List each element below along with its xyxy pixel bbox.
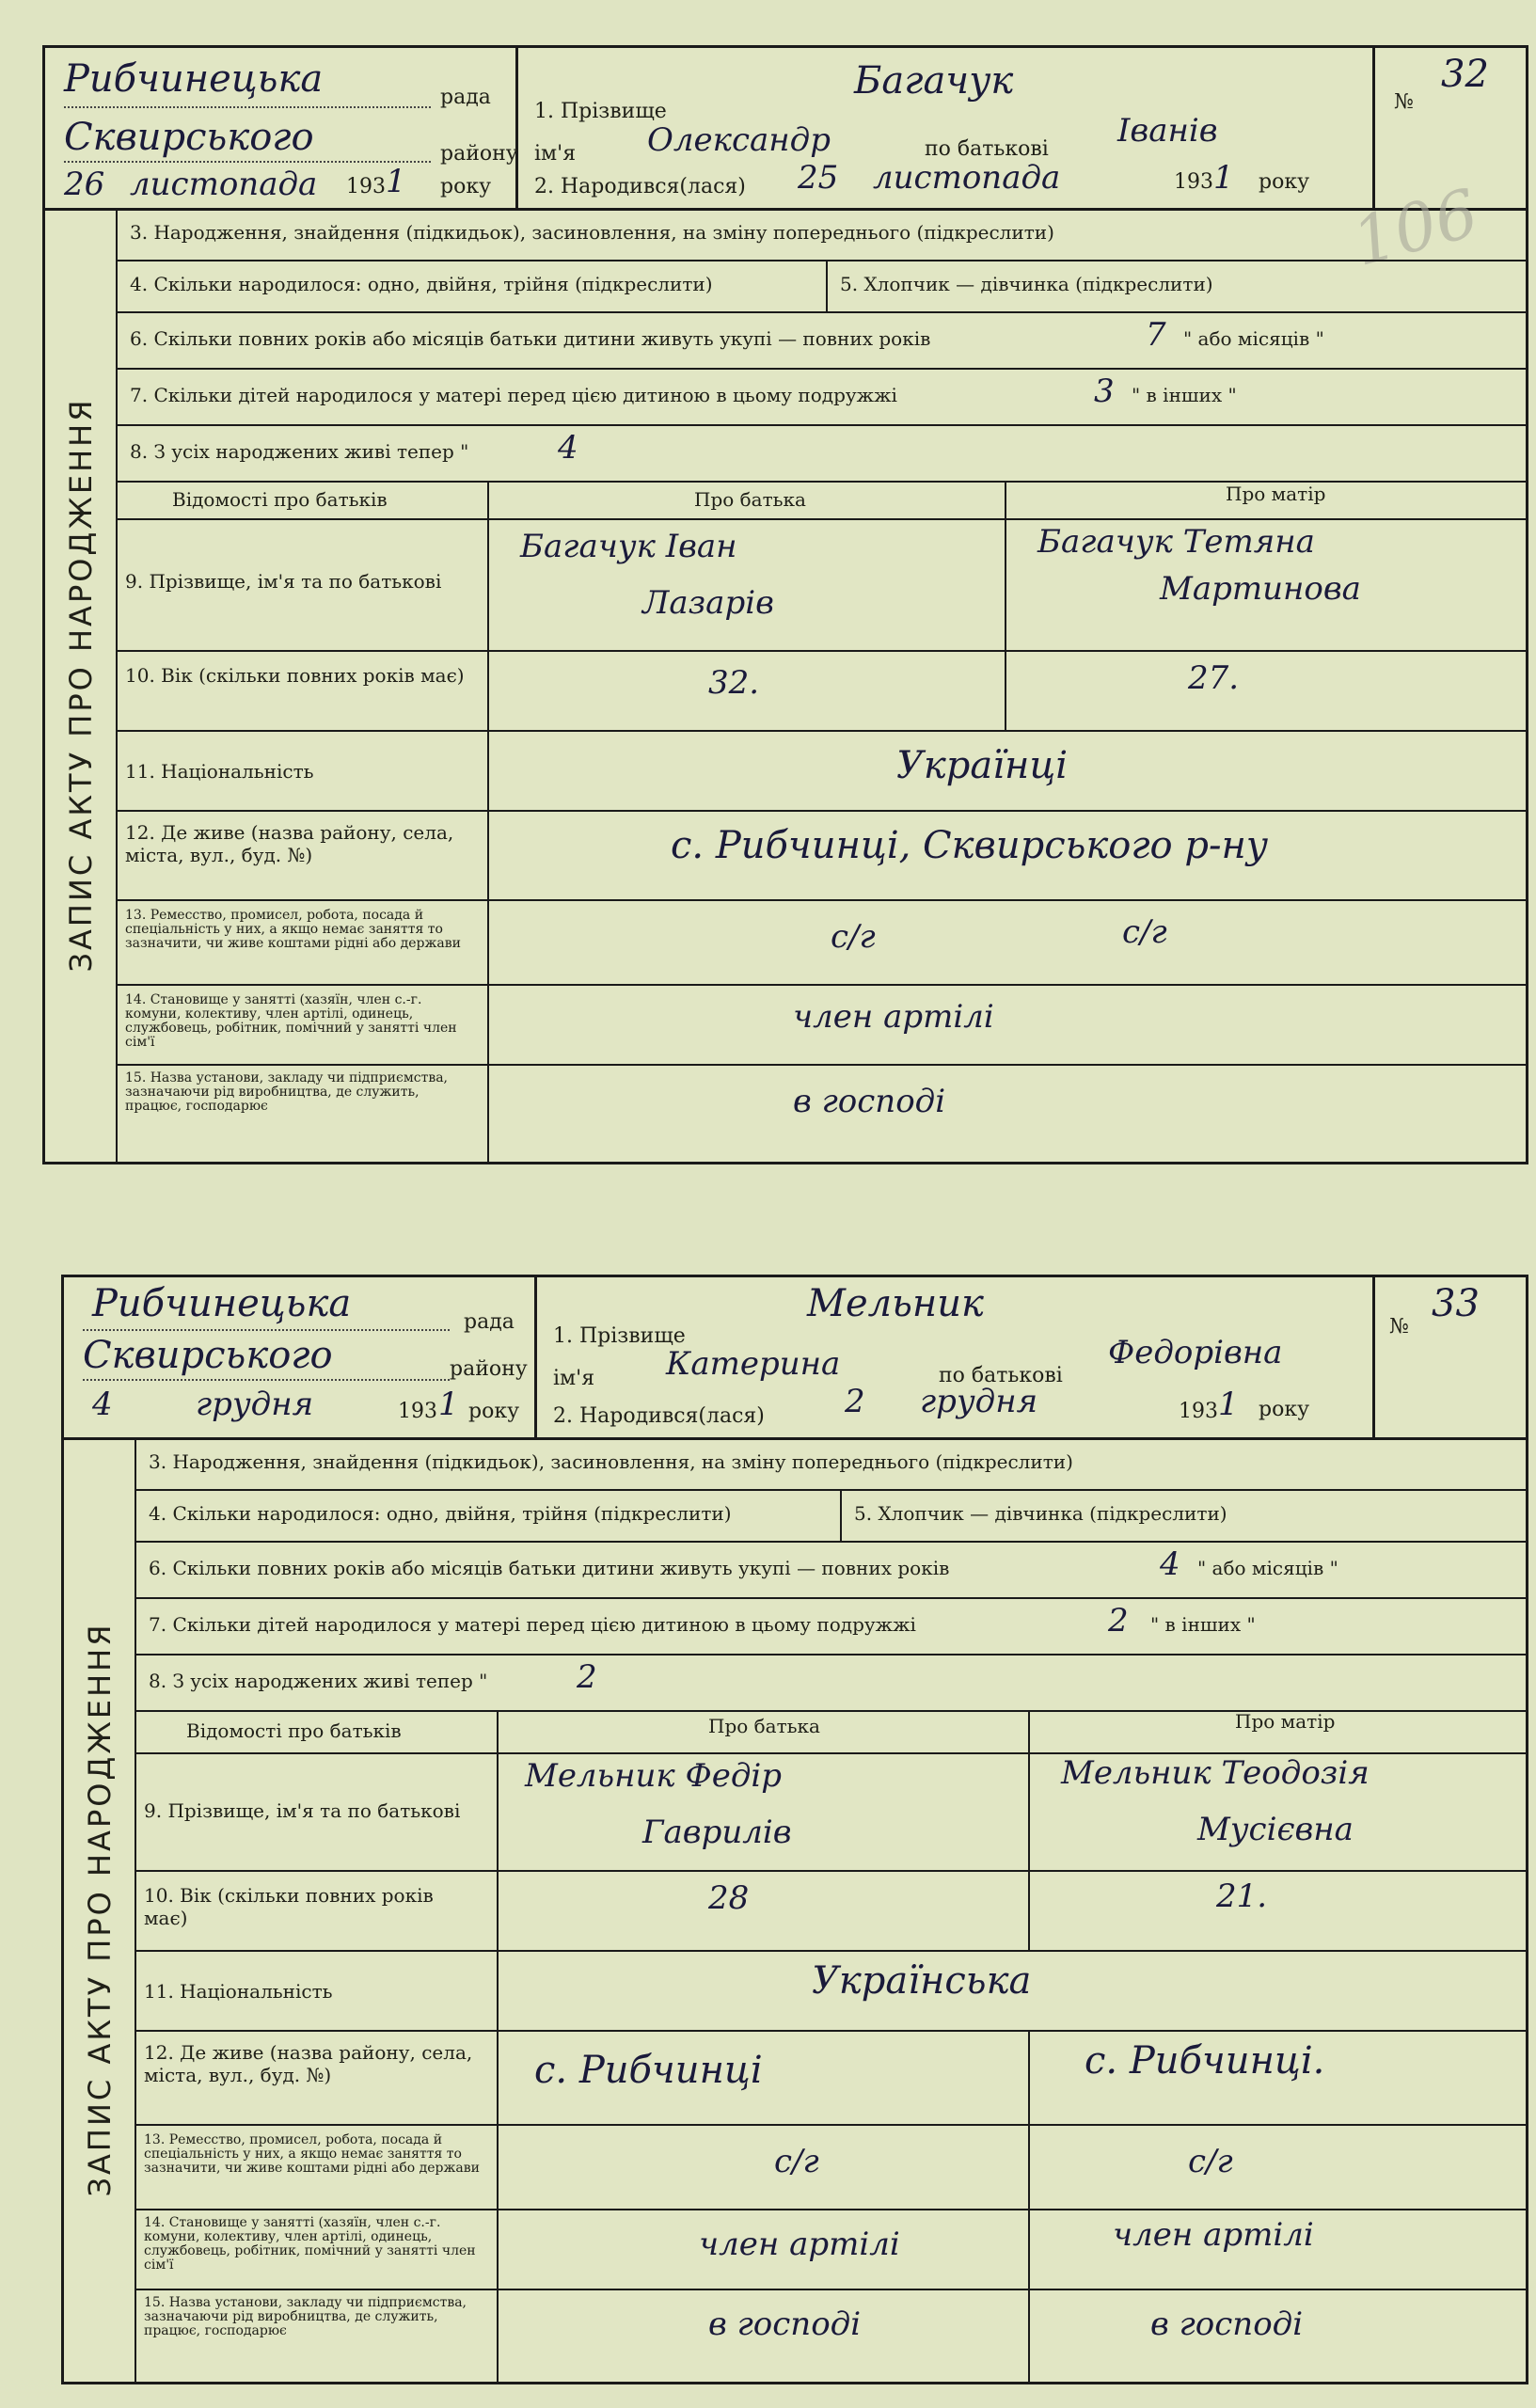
father-age: 32. (708, 664, 760, 702)
birth-record-33 (61, 1275, 1528, 2384)
q5-label: 5. Хлопчик — дівчинка (підкреслити) (854, 1502, 1227, 1525)
q4-q5-row (116, 260, 1526, 313)
registration-block (64, 1277, 537, 1437)
district-label: району (450, 1357, 528, 1381)
mother-name-line1: Мельник Теодозія (1061, 1754, 1370, 1792)
reg-year-suffix: року (468, 1400, 520, 1423)
mother-name-line2: Мартинова (1160, 570, 1361, 608)
q15-row (135, 2289, 1526, 2383)
q13-row (116, 899, 1526, 986)
born-year-prefix: 193 (1179, 1400, 1218, 1423)
father-header: Про батька (708, 1715, 820, 1737)
mother-header: Про матір (1235, 1710, 1336, 1733)
patronymic-label: по батькові (939, 1364, 1063, 1387)
q4-label: 4. Скільки народилося: одно, двійня, трійня (підкреслити) (149, 1502, 732, 1525)
council-value: Рибчинецька (64, 57, 324, 101)
reg-year-prefix: 193 (346, 175, 386, 198)
q7-row (116, 368, 1526, 426)
father-age: 28 (708, 1879, 750, 1917)
record-number-box (1372, 1277, 1526, 1437)
q10-label: 10. Вік (скільки повних років має) (125, 664, 465, 687)
mother-residence: с. Рибчинці. (1085, 2039, 1325, 2083)
q7-suffix: " в інших " (1132, 384, 1237, 406)
patronymic-value: Федорівна (1108, 1334, 1283, 1371)
q5-label: 5. Хлопчик — дівчинка (підкреслити) (840, 273, 1213, 295)
father-name-line1: Багачук Іван (520, 528, 737, 565)
mother-occupation: с/г (1188, 2143, 1233, 2180)
q4-q5-row (135, 1489, 1526, 1543)
nationality-value: Українці (896, 744, 1069, 787)
q4-label: 4. Скільки народилося: одно, двійня, трійня (підкреслити) (130, 273, 713, 295)
residence-value: с. Рибчинці, Сквирського р-ну (671, 824, 1269, 867)
q6-suffix: " або місяців " (1197, 1557, 1338, 1579)
q7-value: 2 (1108, 1602, 1129, 1640)
father-name-line1: Мельник Федір (525, 1757, 783, 1795)
mother-age: 27. (1188, 659, 1240, 697)
parents-header: Відомості про батьків (186, 1719, 402, 1742)
nationality-value: Українська (812, 1959, 1032, 2003)
father-header: Про батька (694, 488, 806, 511)
father-residence: с. Рибчинці (534, 2049, 763, 2092)
birth-record-32 (42, 45, 1528, 1164)
name-value: Олександр (647, 121, 831, 159)
q6-label: 6. Скільки повних років або місяців батьки дитини живуть укупі — повних років (149, 1557, 950, 1579)
q15-row (116, 1064, 1526, 1162)
mother-occupation: с/г (1122, 913, 1167, 951)
q11-row (116, 730, 1526, 812)
q11-label: 11. Національність (144, 1980, 333, 2003)
born-month: листопада (873, 159, 1061, 197)
record-number: 33 (1432, 1282, 1480, 1325)
q12-label: 12. Де живе (назва району, села, міста, вул., буд. №) (125, 821, 454, 866)
number-label: № (1389, 1315, 1409, 1339)
q10-label: 10. Вік (скільки повних років має) (144, 1884, 434, 1929)
q13-label: 13. Ремесство, промисел, робота, посада й спеціальність у них, а якщо немає заняття то зазначити, чи живе коштами рідні або держави (144, 2132, 480, 2176)
born-day: 25 (798, 159, 839, 197)
q6-value: 7 (1146, 316, 1166, 354)
q12-row (135, 2030, 1526, 2126)
q9-row (116, 518, 1526, 652)
parents-header: Відомості про батьків (172, 488, 388, 511)
parents-header-row (116, 481, 1526, 520)
q10-row (116, 650, 1526, 732)
q15-label: 15. Назва установи, закладу чи підприємства, зазначаючи рід виробництва, де служить, працює, господарює (144, 2295, 467, 2338)
q3-row (116, 208, 1526, 261)
q14-row (135, 2209, 1526, 2290)
q8-row (116, 424, 1526, 483)
reg-day: 26 (64, 166, 105, 203)
side-title: ЗАПИС АКТУ ПРО НАРОДЖЕННЯ (64, 1437, 136, 2382)
father-status: член артілі (699, 2226, 900, 2263)
reg-year-prefix: 193 (398, 1400, 437, 1423)
reg-year-suffix: року (440, 175, 492, 198)
workplace-value: в господі (793, 1083, 946, 1120)
q14-row (116, 984, 1526, 1066)
reg-month: грудня (196, 1386, 314, 1423)
father-occupation: с/г (831, 918, 876, 956)
registration-block (45, 48, 518, 208)
q12-label: 12. Де живе (назва району, села, міста, вул., буд. №) (144, 2041, 473, 2086)
council-value: Рибчинецька (92, 1282, 352, 1325)
record-header (64, 1277, 1526, 1440)
q8-value: 2 (577, 1658, 597, 1696)
district-value: Сквирського (64, 116, 314, 159)
father-occupation: с/г (774, 2143, 819, 2180)
q15-label: 15. Назва установи, закладу чи підприємства, зазначаючи рід виробництва, де служить, працює, господарює (125, 1070, 448, 1114)
q8-label: 8. З усіх народжених живі тепер " (149, 1670, 488, 1692)
surname-value: Мельник (807, 1282, 984, 1325)
mother-name-line2: Мусієвна (1197, 1811, 1354, 1848)
side-title: ЗАПИС АКТУ ПРО НАРОДЖЕННЯ (45, 208, 118, 1162)
mother-status: член артілі (1113, 2216, 1314, 2254)
mother-age: 21. (1216, 1877, 1268, 1915)
mother-workplace: в господі (1150, 2305, 1304, 2343)
born-day: 2 (845, 1383, 865, 1420)
number-label: № (1394, 90, 1414, 114)
name-label: ім'я (534, 142, 577, 166)
council-label: рада (464, 1310, 515, 1334)
born-year-suffix: року (1259, 170, 1310, 194)
mother-name-line1: Багачук Тетяна (1037, 523, 1315, 561)
q8-value: 4 (558, 429, 578, 467)
born-year-prefix: 193 (1174, 170, 1213, 194)
reg-year-digit: 1 (386, 163, 406, 200)
q7-value: 3 (1094, 372, 1115, 410)
q13-row (135, 2124, 1526, 2210)
reg-day: 4 (92, 1386, 113, 1423)
district-label: району (440, 142, 518, 166)
status-value: член артілі (793, 998, 994, 1036)
record-header: Рибчинецька рада Сквирського району 26 листопада 193 1 року 1. Прізвище Багачук ім'я Олександр по батькові Іванів 2. Народився(лася) 25 листопада 193 1 року № 32 106 (45, 48, 1526, 211)
q7-label: 7. Скільки дітей народилося у матері перед цією дитиною в цьому подружжі (130, 384, 897, 406)
father-name-line2: Гаврилів (642, 1814, 792, 1851)
parents-header-row (135, 1710, 1526, 1754)
q6-row (116, 311, 1526, 370)
q7-label: 7. Скільки дітей народилося у матері перед цією дитиною в цьому подружжі (149, 1613, 916, 1636)
q14-label: 14. Становище у занятті (хазяїн, член с.-г. комуни, колективу, член артілі, одинець, службовець, робітник, помічний у занятті член сім'ї (144, 2215, 476, 2273)
q3-row (135, 1437, 1526, 1491)
q7-row (135, 1597, 1526, 1656)
q12-row (116, 810, 1526, 901)
q6-suffix: " або місяців " (1183, 327, 1324, 350)
q8-row (135, 1654, 1526, 1712)
father-name-line2: Лазарів (642, 584, 774, 622)
q6-value: 4 (1160, 1545, 1180, 1583)
q9-label: 9. Прізвище, ім'я та по батькові (144, 1799, 461, 1822)
surname-value: Багачук (854, 59, 1014, 103)
q10-row (135, 1870, 1526, 1952)
q11-label: 11. Національність (125, 760, 314, 783)
q9-row (135, 1752, 1526, 1872)
q7-suffix: " в інших " (1150, 1613, 1256, 1636)
patronymic-label: по батькові (925, 137, 1049, 161)
surname-label: 1. Прізвище (553, 1324, 686, 1348)
born-label: 2. Народився(лася) (534, 175, 746, 198)
record-number: 32 (1441, 53, 1489, 96)
district-value: Сквирського (83, 1334, 333, 1377)
born-year-digit: 1 (1218, 1386, 1239, 1423)
q8-label: 8. З усіх народжених живі тепер " (130, 440, 469, 463)
council-label: рада (440, 86, 491, 109)
born-month: грудня (920, 1383, 1038, 1420)
name-value: Катерина (666, 1345, 841, 1383)
q9-label: 9. Прізвище, ім'я та по батькові (125, 570, 442, 593)
reg-year-digit: 1 (438, 1386, 459, 1423)
q13-label: 13. Ремесство, промисел, робота, посада й спеціальність у них, а якщо немає заняття то зазначити, чи живе коштами рідні або держави (125, 908, 461, 951)
born-year-digit: 1 (1213, 159, 1234, 197)
born-year-suffix: року (1259, 1398, 1310, 1421)
father-workplace: в господі (708, 2305, 862, 2343)
q6-row (135, 1541, 1526, 1599)
q11-row (135, 1950, 1526, 2032)
patronymic-value: Іванів (1117, 112, 1218, 150)
q3-label: 3. Народження, знайдення (підкидьок), засиновлення, на зміну попереднього (підкреслити) (149, 1450, 1073, 1473)
born-label: 2. Народився(лася) (553, 1404, 765, 1428)
surname-label: 1. Прізвище (534, 100, 667, 123)
mother-header: Про матір (1226, 483, 1326, 505)
name-label: ім'я (553, 1367, 595, 1390)
q6-label: 6. Скільки повних років або місяців батьки дитини живуть укупі — повних років (130, 327, 931, 350)
q14-label: 14. Становище у занятті (хазяїн, член с.-г. комуни, колективу, член артілі, одинець, службовець, робітник, помічний у занятті член сім'ї (125, 992, 457, 1050)
q3-label: 3. Народження, знайдення (підкидьок), засиновлення, на зміну попереднього (підкреслити) (130, 221, 1054, 244)
reg-month: листопада (130, 166, 318, 203)
